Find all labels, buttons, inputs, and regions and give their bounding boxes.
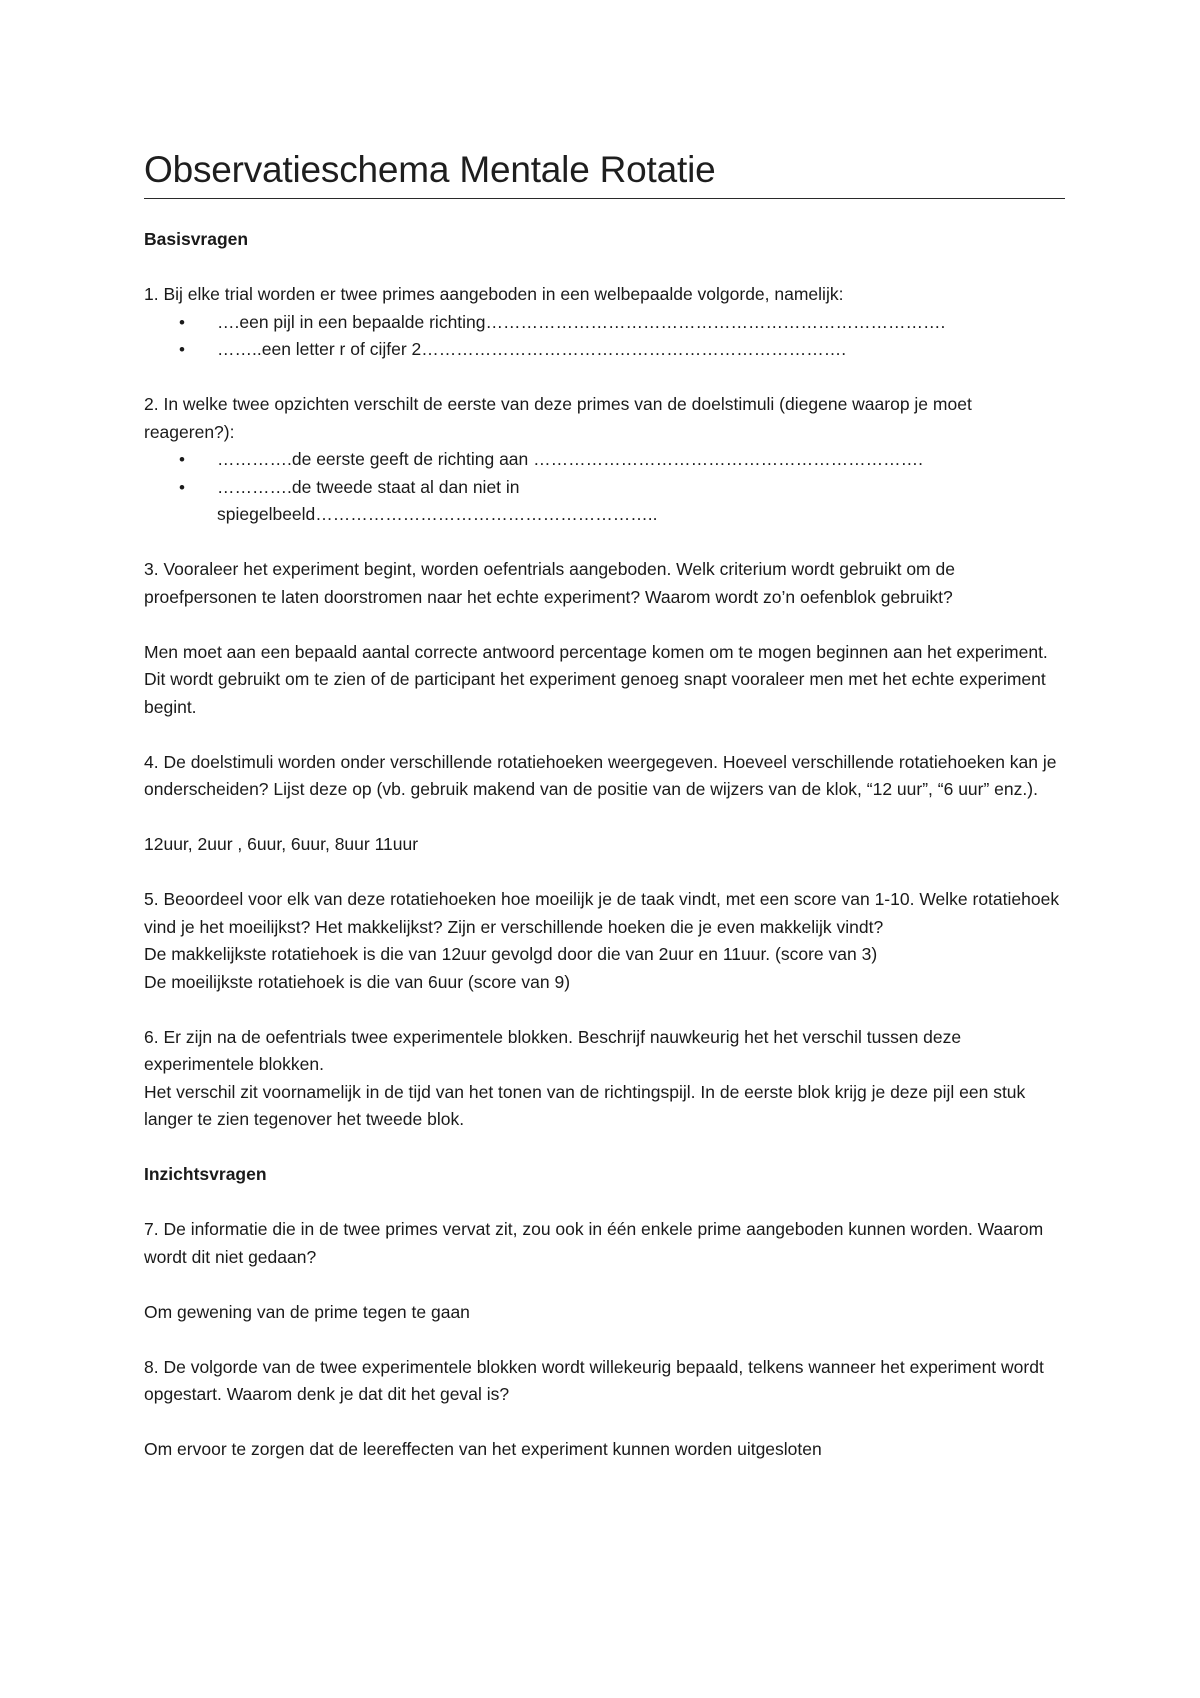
answer-7: Om gewening van de prime tegen te gaan bbox=[144, 1301, 470, 1322]
section-heading-basisvragen: Basisvragen bbox=[144, 229, 249, 249]
section-heading-inzichtsvragen: Inzichtsvragen bbox=[144, 1164, 267, 1184]
list-item bbox=[179, 446, 1065, 474]
answer-8: Om ervoor te zorgen dat de leereffecten van het experiment kunnen worden uitgesloten bbox=[144, 1439, 822, 1459]
answer-4: 12uur, 2uur , 6uur, 6uur, 8uur 11uur bbox=[144, 834, 419, 854]
bullet-icon: • bbox=[179, 450, 185, 469]
list-item bbox=[179, 309, 1065, 337]
list-item-text: ………….de tweede staat al dan niet in spiegelbeeld………………………………………………….. bbox=[217, 476, 658, 524]
spacer bbox=[144, 364, 1065, 392]
bullet-icon: • bbox=[179, 477, 185, 497]
spacer bbox=[144, 1189, 1065, 1217]
spacer bbox=[144, 721, 1065, 749]
list-item-text: ….een pijl in een bepaalde richting……………………………………………………………………. bbox=[217, 311, 946, 332]
spacer bbox=[144, 996, 1065, 1024]
spacer bbox=[144, 1326, 1065, 1354]
question-3: 3. Vooraleer het experiment begint, worden oefentrials aangeboden. Welk criterium wordt gebruikt om de proefpersonen te laten doorstromen naar het echte experiment? Waarom wordt zo’n oefenblok gebruikt? bbox=[144, 559, 955, 607]
spacer bbox=[144, 859, 1065, 887]
list-item-text: ………….de eerste geeft de richting aan …………………………………………………………. bbox=[217, 449, 923, 469]
spacer bbox=[144, 254, 1065, 282]
question-1-answers bbox=[144, 309, 1065, 364]
spacer bbox=[144, 1134, 1065, 1162]
spacer bbox=[144, 529, 1065, 557]
answer-5-line-2: De moeilijkste rotatiehoek is die van 6uur (score van 9) bbox=[144, 971, 571, 992]
answer-5-line-1: De makkelijkste rotatiehoek is die van 12uur gevolgd door die van 2uur en 11uur. (score van 3) bbox=[144, 944, 878, 964]
answer-3: Men moet aan een bepaald aantal correcte antwoord percentage komen om te mogen beginnen aan het experiment. Dit wordt gebruikt om te zien of de participant het experiment genoeg snapt vooraleer men met het echte experiment begint. bbox=[144, 641, 1048, 717]
page-title: Observatieschema Mentale Rotatie bbox=[144, 148, 1065, 199]
bullet-icon: • bbox=[179, 340, 185, 359]
question-5: 5. Beoordeel voor elk van deze rotatiehoeken hoe moeilijk je de taak vindt, met een score van 1-10. Welke rotatiehoek vind je het moeilijkst? Het makkelijkst? Zijn er verschillende hoeken die je even makkelijk vindt? bbox=[144, 889, 1060, 937]
answer-6: Het verschil zit voornamelijk in de tijd van het tonen van de richtingspijl. In de eerste blok krijg je deze pijl een stuk langer te zien tegenover het tweede blok. bbox=[144, 1081, 1026, 1129]
spacer bbox=[144, 1409, 1065, 1437]
question-7: 7. De informatie die in de twee primes vervat zit, zou ook in één enkele prime aangeboden kunnen worden. Waarom wordt dit niet gedaan? bbox=[144, 1219, 1044, 1267]
bullet-icon: • bbox=[179, 312, 185, 332]
question-6: 6. Er zijn na de oefentrials twee experimentele blokken. Beschrijf nauwkeurig het het verschil tussen deze experimentele blokken. bbox=[144, 1026, 962, 1074]
question-2: 2. In welke twee opzichten verschilt de eerste van deze primes van de doelstimuli (diegene waarop je moet reageren?): bbox=[144, 394, 972, 442]
spacer bbox=[144, 1271, 1065, 1299]
question-4: 4. De doelstimuli worden onder verschillende rotatiehoeken weergegeven. Hoeveel verschillende rotatiehoeken kan je onderscheiden? Lijst deze op (vb. gebruik makend van de positie van de wijzers van de klok, “12 uur”, “6 uur” enz.). bbox=[144, 751, 1057, 799]
spacer bbox=[144, 804, 1065, 832]
list-item bbox=[179, 474, 1065, 529]
list-item-text: ……..een letter r of cijfer 2………………………………………………………………. bbox=[217, 339, 847, 359]
list-item bbox=[179, 336, 1065, 364]
question-1: 1. Bij elke trial worden er twee primes aangeboden in een welbepaalde volgorde, namelijk: bbox=[144, 284, 844, 304]
question-8: 8. De volgorde van de twee experimentele blokken wordt willekeurig bepaald, telkens wanneer het experiment wordt opgestart. Waarom denk je dat dit het geval is? bbox=[144, 1356, 1044, 1404]
question-2-answers bbox=[144, 446, 1065, 529]
spacer bbox=[144, 611, 1065, 639]
